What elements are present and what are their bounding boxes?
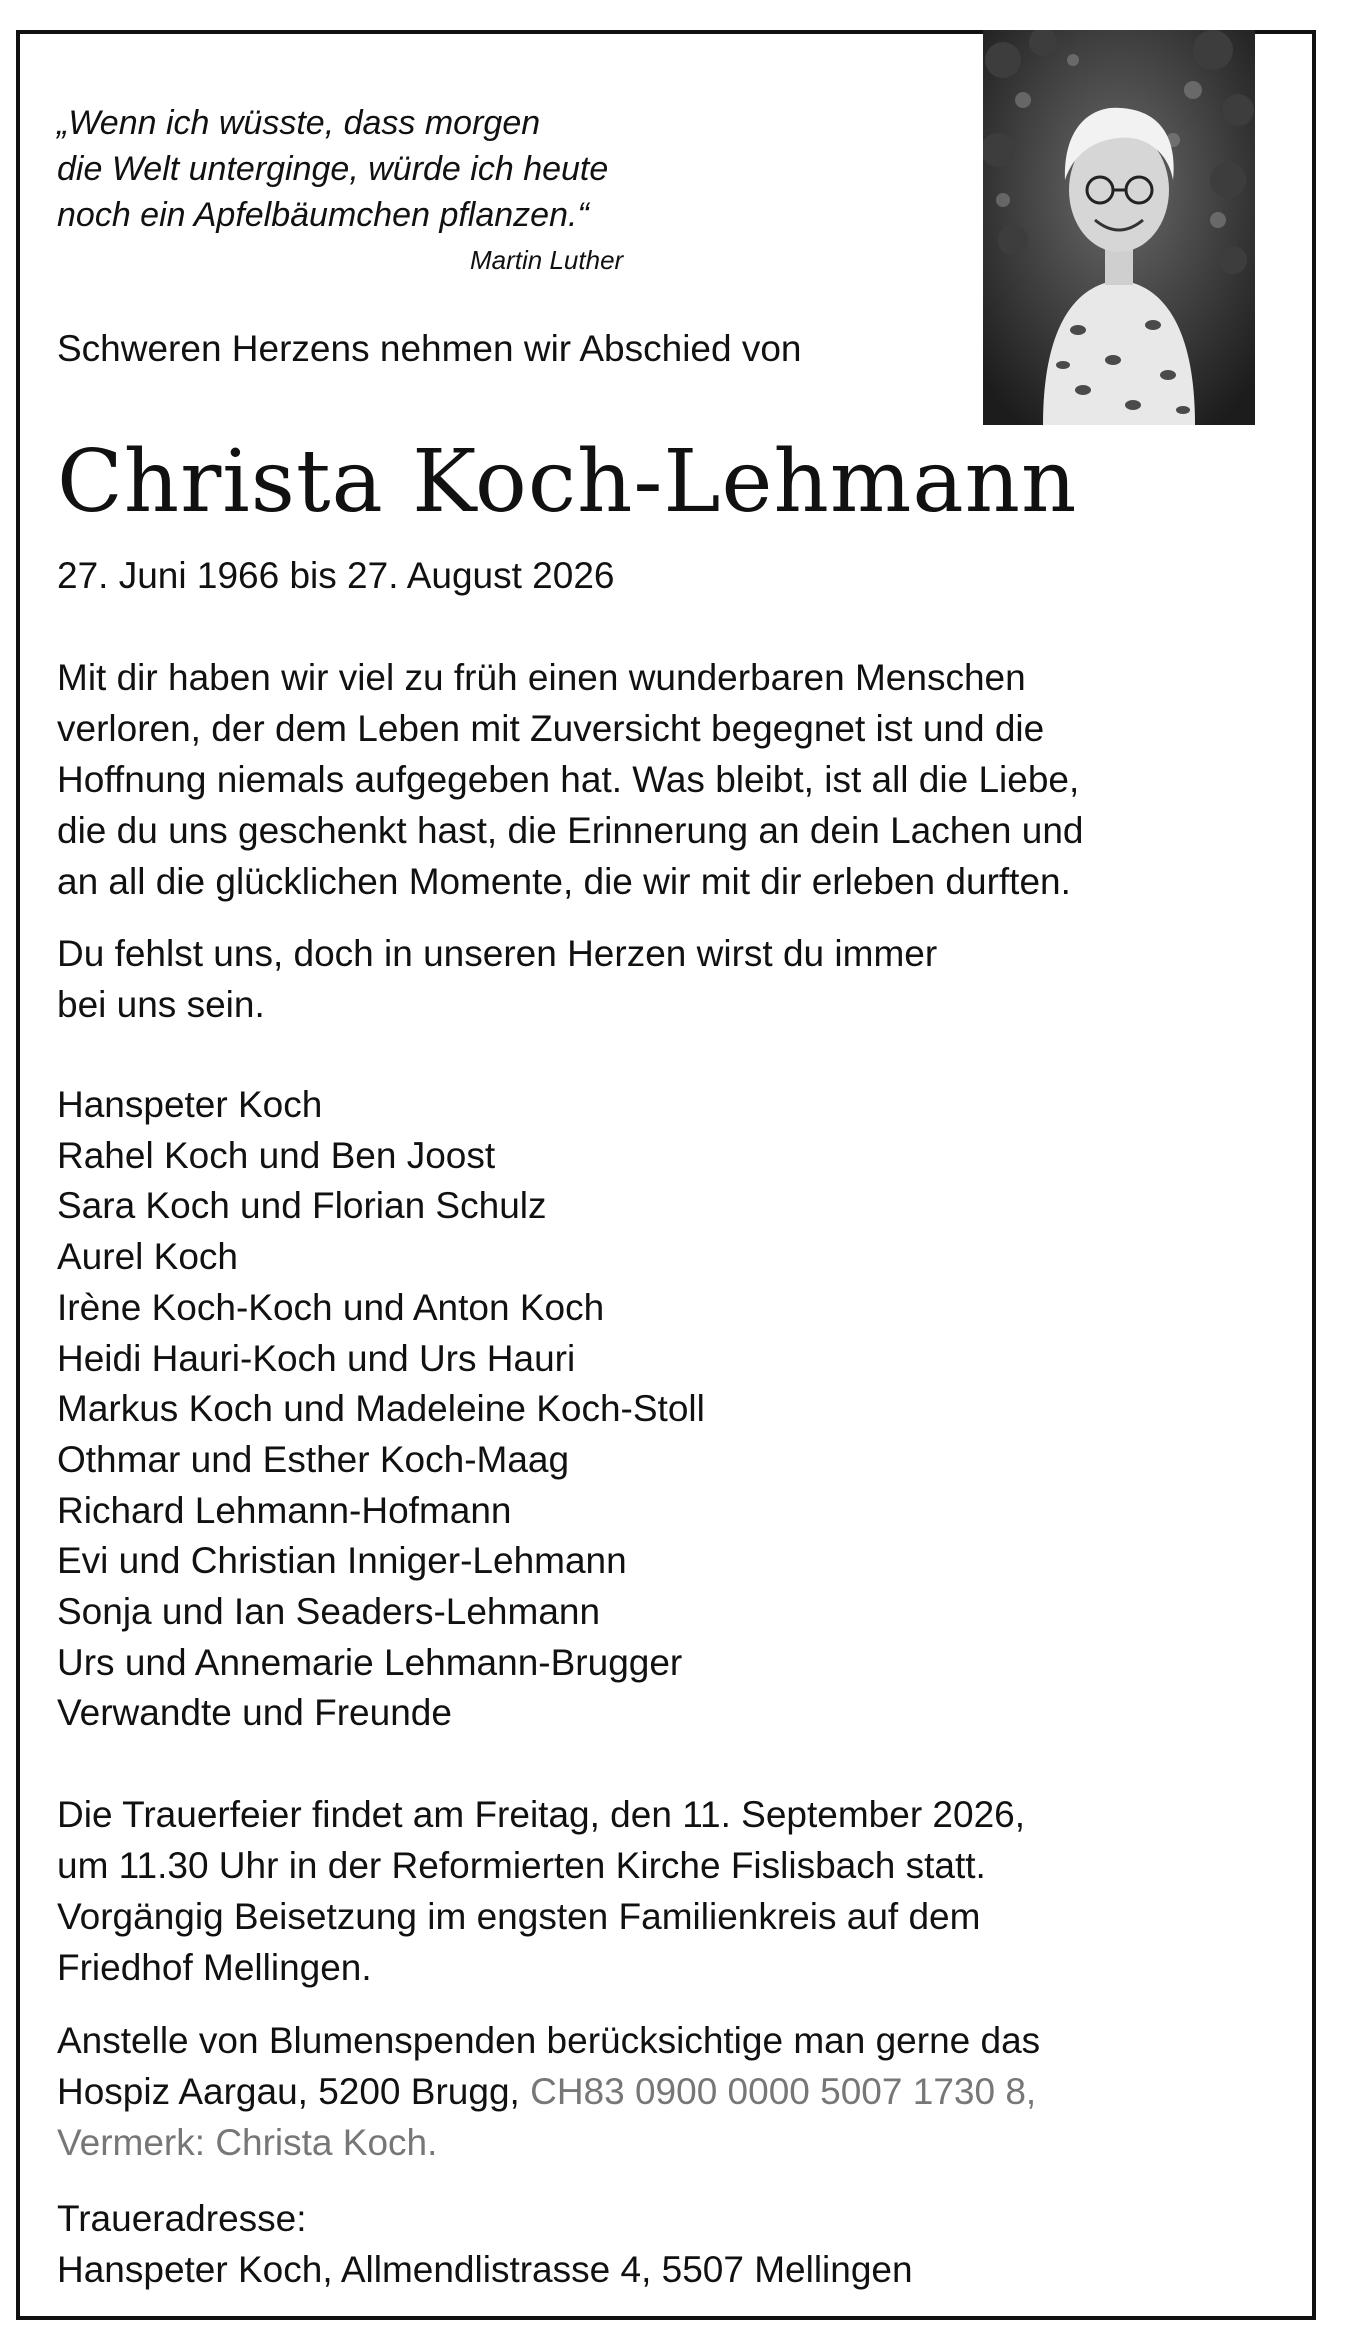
donation-recipient: Hospiz Aargau, 5200 Brugg, [57, 2071, 531, 2112]
mourning-address [57, 2193, 1287, 2295]
mourner-item: Evi und Christian Inniger-Lehmann [57, 1540, 627, 1582]
donation-line [57, 2066, 1287, 2117]
donation-line: Anstelle von Blumenspenden berücksichtige man gerne das [57, 2020, 1041, 2061]
address-value: Hanspeter Koch, Allmendlistrasse 4, 5507 Mellingen [57, 2249, 913, 2290]
tribute-line: an all die glücklichen Momente, die wir mit dir erleben durften. [57, 861, 1071, 902]
tribute-line: Mit dir haben wir viel zu früh einen wunderbaren Menschen [57, 657, 1026, 698]
donation-iban: CH83 0900 0000 5007 1730 8, [530, 2071, 1037, 2112]
mourner-item: Markus Koch und Madeleine Koch-Stoll [57, 1388, 705, 1430]
farewell-line: bei uns sein. [57, 984, 265, 1025]
tribute-line: Hoffnung niemals aufgegeben hat. Was bleibt, ist all die Liebe, [57, 759, 1080, 800]
tribute-line: verloren, der dem Leben mit Zuversicht begegnet ist und die [57, 708, 1045, 749]
mourner-item: Rahel Koch und Ben Joost [57, 1134, 496, 1176]
portrait-photo-icon [983, 30, 1255, 425]
mourner-item: Sara Koch und Florian Schulz [57, 1185, 547, 1227]
mourner-item: Irène Koch-Koch und Anton Koch [57, 1286, 605, 1328]
mourner-item: Aurel Koch [57, 1236, 238, 1278]
mourner-item: Urs und Annemarie Lehmann-Brugger [57, 1641, 683, 1683]
ceremony-line: Friedhof Mellingen. [57, 1947, 372, 1988]
mourner-item: Sonja und Ian Seaders-Lehmann [57, 1591, 601, 1633]
quote-line: „Wenn ich wüsste, dass morgen [57, 104, 541, 142]
donation-paragraph [57, 2015, 1287, 2168]
tribute-line: die du uns geschenkt hast, die Erinnerung an dein Lachen und [57, 810, 1084, 851]
life-dates: 27. Juni 1966 bis 27. August 2026 [57, 555, 615, 596]
ceremony-line: um 11.30 Uhr in der Reformierten Kirche Fislisbach statt. [57, 1845, 986, 1886]
quote-author: Martin Luther [470, 245, 624, 275]
mourner-item: Heidi Hauri-Koch und Urs Hauri [57, 1337, 576, 1379]
farewell-line: Du fehlst uns, doch in unseren Herzen wirst du immer [57, 933, 938, 974]
mourner-item: Othmar und Esther Koch-Maag [57, 1438, 570, 1480]
deceased-name: Christa Koch-Lehmann [57, 432, 1078, 532]
ceremony-paragraph [57, 1789, 1287, 1993]
mourner-item: Hanspeter Koch [57, 1084, 323, 1125]
mourner-item: Verwandte und Freunde [57, 1692, 452, 1734]
quote-line: die Welt unterginge, würde ich heute [57, 150, 609, 188]
quote-line: noch ein Apfelbäumchen pflanzen.“ [57, 196, 589, 234]
ceremony-line: Vorgängig Beisetzung im engsten Familienkreis auf dem [57, 1896, 981, 1937]
donation-note: Vermerk: Christa Koch. [57, 2122, 438, 2163]
tribute-paragraph [57, 652, 1287, 907]
mourners-list [57, 1080, 705, 1739]
portrait-photo [983, 30, 1255, 425]
ceremony-line: Die Trauerfeier findet am Freitag, den 11. September 2026, [57, 1794, 1026, 1835]
intro-text: Schweren Herzens nehmen wir Abschied von [57, 328, 802, 369]
quote [57, 100, 697, 238]
address-label: Traueradresse: [57, 2198, 307, 2239]
mourner-item: Richard Lehmann-Hofmann [57, 1489, 512, 1531]
farewell-paragraph [57, 928, 1287, 1030]
